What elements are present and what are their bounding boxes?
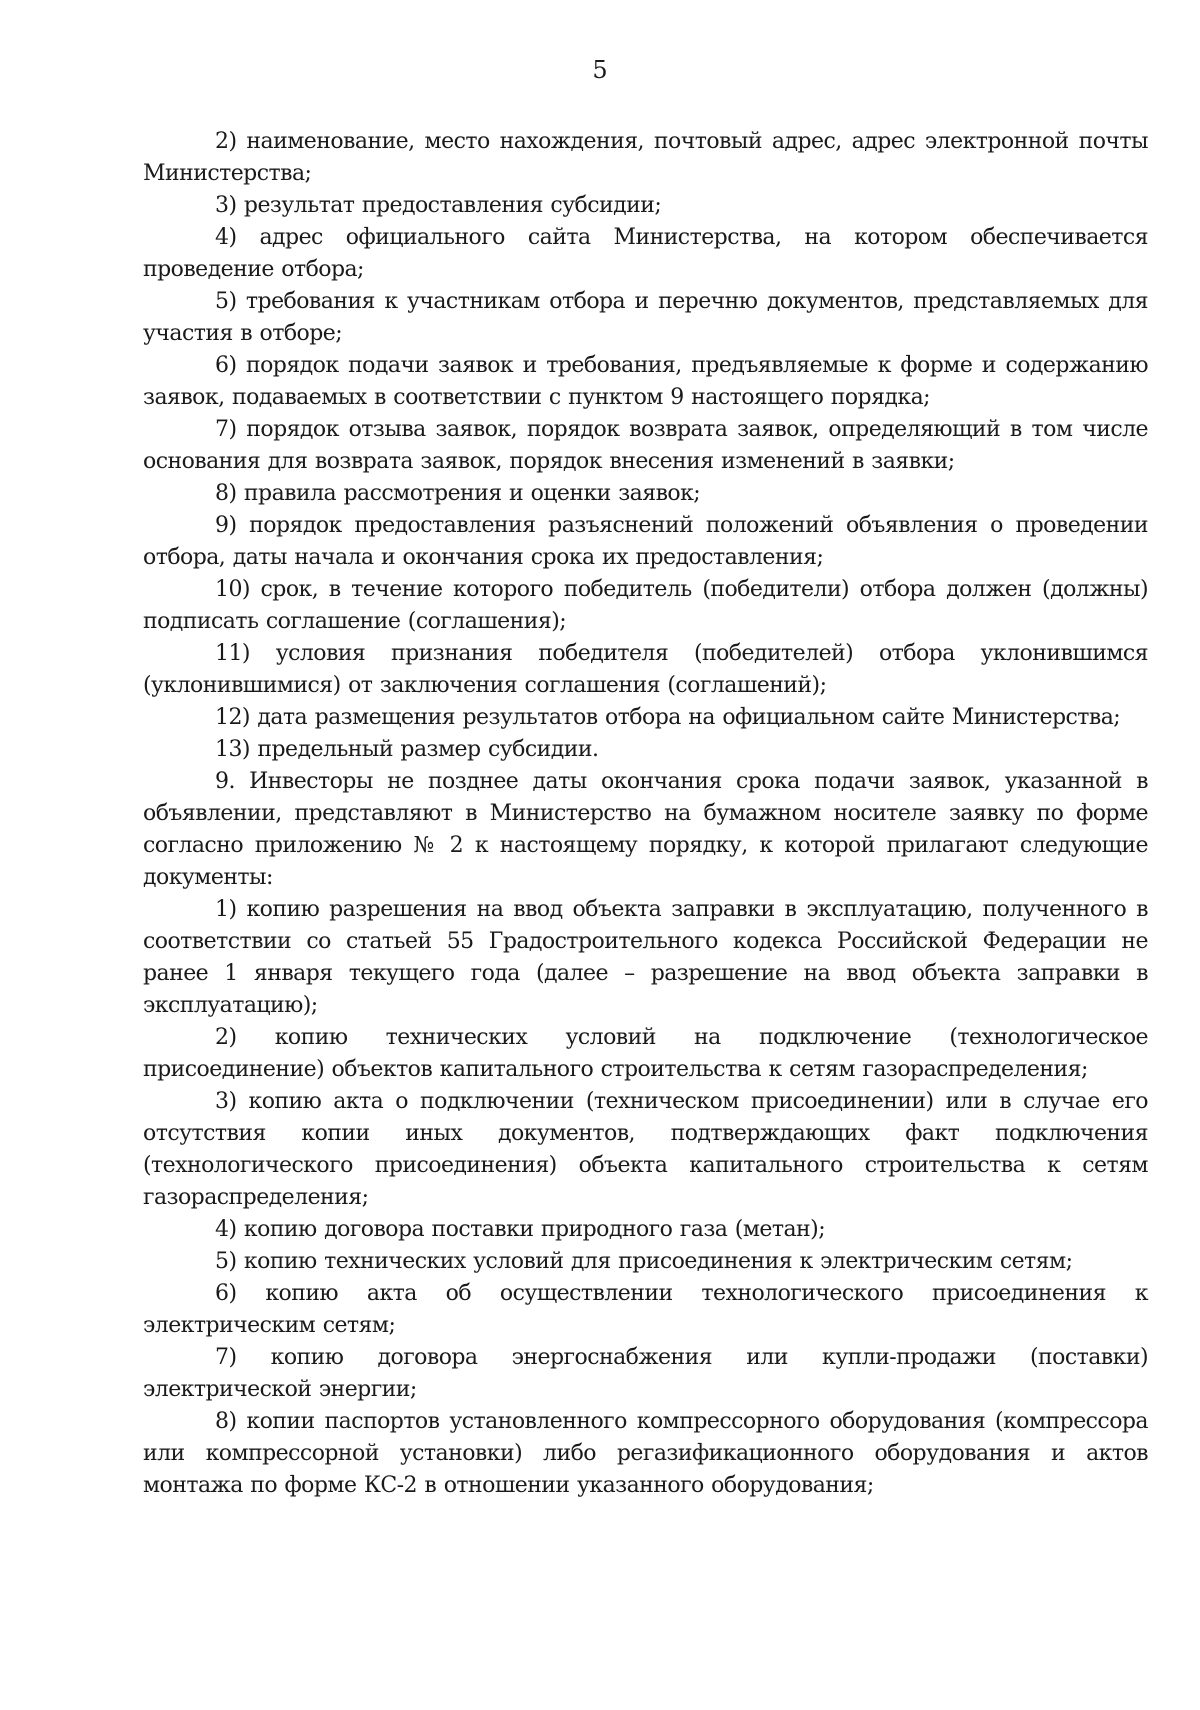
paragraph-doc-8-equipment-passports: 8) копии паспортов установленного компрессорного оборудования (компрессора или компрессорной установки) либо регазификационного оборудования и актов монтажа по форме КС-2 в отношении указанного оборудования; bbox=[143, 1409, 1148, 1498]
paragraph-item-8-review-rules: 8) правила рассмотрения и оценки заявок; bbox=[215, 481, 701, 506]
paragraph-item-6-application-procedure: 6) порядок подачи заявок и требования, предъявляемые к форме и содержанию заявок, подаваемых в соответствии с пунктом 9 настоящего порядка; bbox=[143, 353, 1148, 410]
paragraph-item-10-signing-deadline: 10) срок, в течение которого победитель (победители) отбора должен (должны) подписать соглашение (соглашения); bbox=[143, 577, 1148, 634]
paragraph-item-9-clarifications: 9) порядок предоставления разъяснений положений объявления о проведении отбора, даты начала и окончания срока их предоставления; bbox=[143, 513, 1148, 570]
paragraph-section-9-investors: 9. Инвесторы не позднее даты окончания срока подачи заявок, указанной в объявлении, представляют в Министерство на бумажном носителе заявку по форме согласно приложению № 2 к настоящему порядку, к которой прилагают следующие документы: bbox=[143, 769, 1148, 890]
document-body bbox=[143, 126, 1148, 1502]
paragraph-item-13-max-subsidy: 13) предельный размер субсидии. bbox=[215, 737, 599, 762]
paragraph-item-3-subsidy-result: 3) результат предоставления субсидии; bbox=[215, 193, 662, 218]
paragraph-item-7-withdrawal-procedure: 7) порядок отзыва заявок, порядок возврата заявок, определяющий в том числе основания для возврата заявок, порядок внесения изменений в заявки; bbox=[143, 417, 1148, 474]
paragraph-doc-3-connection-act: 3) копию акта о подключении (техническом присоединении) или в случае его отсутствия копии иных документов, подтверждающих факт подключения (технологического присоединения) объекта капитального строительства к сетям газораспределения; bbox=[143, 1089, 1148, 1210]
paragraph-item-4-website-address: 4) адрес официального сайта Министерства, на котором обеспечивается проведение отбора; bbox=[143, 225, 1148, 282]
page-number: 5 bbox=[592, 56, 608, 84]
paragraph-item-2-ministry-name: 2) наименование, место нахождения, почтовый адрес, адрес электронной почты Министерства; bbox=[143, 129, 1148, 186]
paragraph-item-5-participant-requirements: 5) требования к участникам отбора и перечню документов, представляемых для участия в отборе; bbox=[143, 289, 1148, 346]
paragraph-doc-6-electric-connection-act: 6) копию акта об осуществлении технологического присоединения к электрическим сетям; bbox=[143, 1281, 1148, 1338]
paragraph-item-11-evasion-conditions: 11) условия признания победителя (победителей) отбора уклонившимся (уклонившимися) от заключения соглашения (соглашений); bbox=[143, 641, 1148, 698]
paragraph-doc-5-electric-conditions: 5) копию технических условий для присоединения к электрическим сетям; bbox=[215, 1249, 1073, 1274]
paragraph-doc-4-gas-supply-contract: 4) копию договора поставки природного газа (метан); bbox=[215, 1217, 826, 1242]
paragraph-item-12-results-date: 12) дата размещения результатов отбора на официальном сайте Министерства; bbox=[215, 705, 1121, 730]
paragraph-doc-1-commissioning-permit: 1) копию разрешения на ввод объекта заправки в эксплуатацию, полученного в соответствии со статьей 55 Градостроительного кодекса Российской Федерации не ранее 1 января текущего года (далее – разрешение на ввод объекта заправки в эксплуатацию); bbox=[143, 897, 1148, 1018]
paragraph-doc-7-energy-contract: 7) копию договора энергоснабжения или купли-продажи (поставки) электрической энергии; bbox=[143, 1345, 1148, 1402]
paragraph-doc-2-technical-conditions: 2) копию технических условий на подключение (технологическое присоединение) объектов капитального строительства к сетям газораспределения; bbox=[143, 1025, 1148, 1082]
